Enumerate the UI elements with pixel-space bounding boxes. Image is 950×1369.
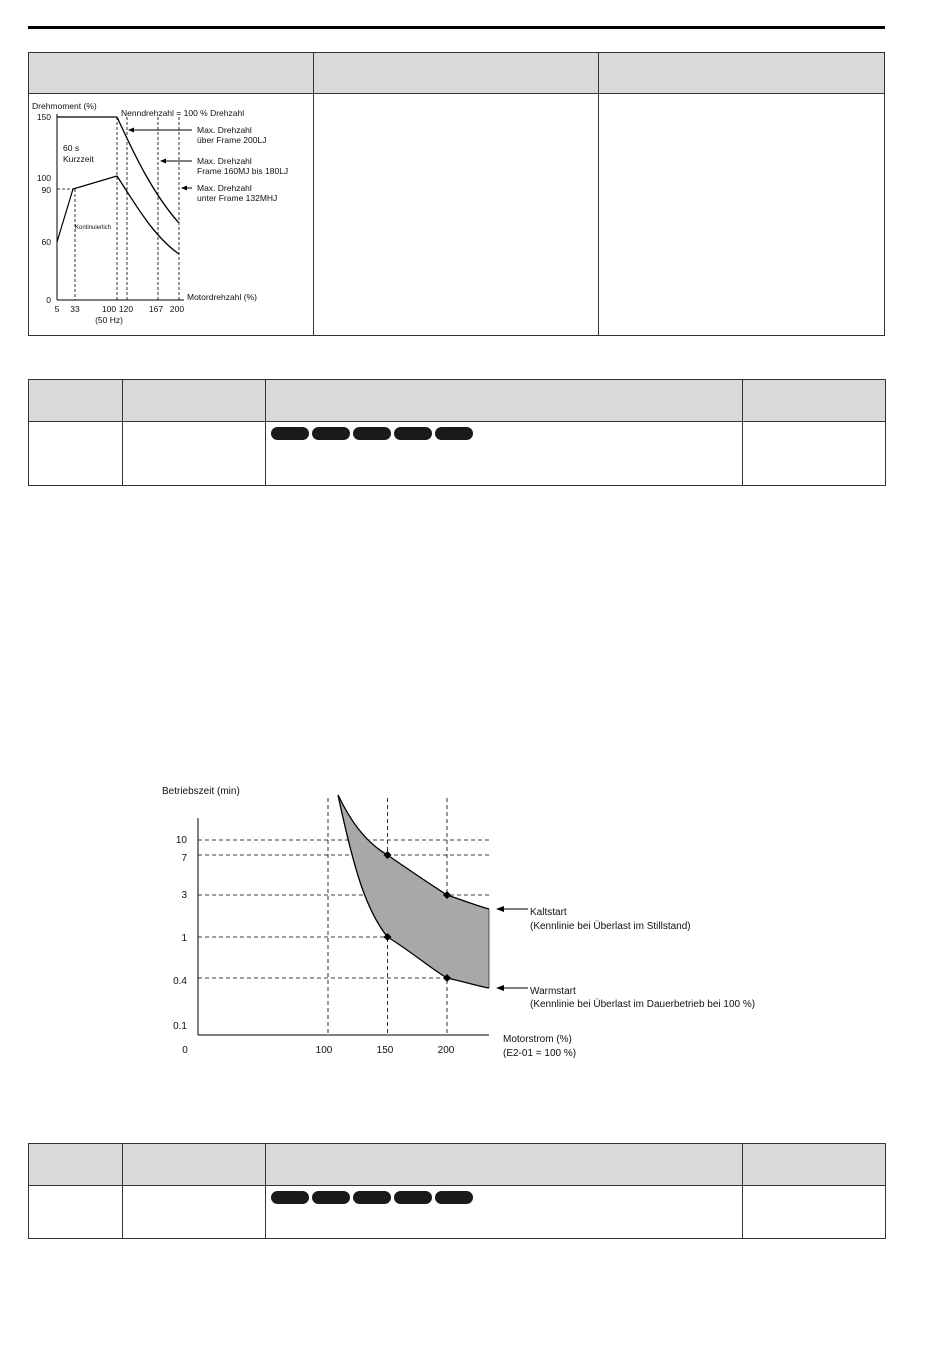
table-cell <box>29 422 123 486</box>
control-mode-badge <box>435 1191 473 1204</box>
table-cell <box>743 1186 886 1239</box>
x-tick-label: 100 <box>315 1045 333 1056</box>
y-tick-label: 10 <box>175 835 187 846</box>
x-tick-label: 200 <box>437 1045 455 1056</box>
table-cell <box>29 1186 123 1239</box>
continuous-curve-linear <box>57 176 117 242</box>
header-cell <box>29 1144 123 1186</box>
header-cell <box>123 380 266 422</box>
header-cell <box>123 1144 266 1186</box>
chart-x-axis-label: Motorstrom (%) <box>503 1034 572 1045</box>
control-mode-badge <box>353 1191 391 1204</box>
max-speed-label: Frame 160MJ bis 180LJ <box>197 166 289 176</box>
y-tick-label: 100 <box>36 173 51 183</box>
x-tick-label: 5 <box>54 304 60 314</box>
x-axis-label: Motordrehzahl (%) <box>187 292 257 302</box>
y-tick-label: 1 <box>181 933 187 944</box>
overload-shaded-region <box>338 795 489 988</box>
arrowhead-1 <box>128 128 134 133</box>
torque-speed-figure <box>29 94 313 330</box>
header-cell <box>266 380 743 422</box>
table-1-header-cell <box>599 53 885 94</box>
parameter-table-2-row <box>29 1186 886 1239</box>
control-mode-badge <box>394 427 432 440</box>
kaltstart-label: Kaltstart <box>530 907 567 918</box>
x-tick-label: 120 <box>118 304 134 314</box>
max-speed-label: unter Frame 132MHJ <box>197 193 278 203</box>
y-tick-label: 3 <box>181 890 187 901</box>
control-mode-badge <box>312 1191 350 1204</box>
x-tick-label: 33 <box>70 304 80 314</box>
header-cell <box>29 380 123 422</box>
control-mode-badges <box>271 427 742 440</box>
header-rule <box>28 26 885 29</box>
max-speed-label: Max. Drehzahl <box>197 183 252 193</box>
warmstart-description: (Kennlinie bei Überlast im Dauerbetrieb bei 100 %) <box>530 999 756 1010</box>
short-time-label: 60 s <box>63 143 80 153</box>
table-cell <box>123 1186 266 1239</box>
x-tick-label: 0 <box>182 1045 188 1056</box>
y-tick-label: 0.4 <box>173 976 187 987</box>
torque-figure-cell <box>29 94 314 336</box>
x-sub-label: (50 Hz) <box>95 315 123 325</box>
control-mode-badge <box>394 1191 432 1204</box>
x-tick-label: 200 <box>169 304 185 314</box>
short-time-label: Kurzzeit <box>63 154 94 164</box>
y-tick-label: 0 <box>46 295 51 305</box>
parameter-table-2-header-row <box>29 1144 886 1186</box>
arrowhead-3 <box>181 186 187 191</box>
y-tick-label: 60 <box>41 237 51 247</box>
kaltstart-description: (Kennlinie bei Überlast im Stillstand) <box>530 921 691 932</box>
max-speed-label: Max. Drehzahl <box>197 156 252 166</box>
parameter-table-1-row <box>29 422 886 486</box>
control-mode-badges <box>271 1191 742 1204</box>
y-tick-label: 90 <box>41 185 51 195</box>
table-cell <box>266 422 743 486</box>
overload-time-chart <box>150 780 870 1070</box>
parameter-table-1 <box>28 379 886 486</box>
warmstart-arrowhead <box>496 985 504 991</box>
header-cell <box>743 380 886 422</box>
y-tick-label: 7 <box>181 853 187 864</box>
table-cell <box>743 422 886 486</box>
continuous-curve-falloff <box>117 176 179 254</box>
control-mode-badge <box>271 427 309 440</box>
parameter-table-1-header-row <box>29 380 886 422</box>
short-time-curve-falloff <box>117 117 179 223</box>
control-mode-badge <box>435 427 473 440</box>
x-tick-label: 150 <box>376 1045 394 1056</box>
warmstart-label: Warmstart <box>530 986 576 997</box>
table-1-cell <box>314 94 599 336</box>
table-1-header-cell <box>29 53 314 94</box>
x-tick-label: 167 <box>148 304 164 314</box>
table-1 <box>28 52 885 336</box>
kaltstart-arrowhead <box>496 906 504 912</box>
table-cell <box>266 1186 743 1239</box>
chart-y-axis-label: Betriebszeit (min) <box>162 786 240 797</box>
control-mode-badge <box>271 1191 309 1204</box>
max-speed-label: Max. Drehzahl <box>197 125 252 135</box>
max-speed-label: über Frame 200LJ <box>197 135 267 145</box>
table-1-row <box>29 94 885 336</box>
y-tick-label: 150 <box>36 112 51 122</box>
parameter-table-2 <box>28 1143 886 1239</box>
control-mode-badge <box>353 427 391 440</box>
continuous-label: Kontinuierlich <box>75 225 112 231</box>
y-tick-label: 0.1 <box>173 1021 187 1032</box>
y-axis-label: Drehmoment (%) <box>32 101 97 111</box>
table-cell <box>123 422 266 486</box>
rated-speed-note: Nenndrehzahl = 100 % Drehzahl <box>121 108 245 118</box>
table-1-cell <box>599 94 885 336</box>
table-1-header-row <box>29 53 885 94</box>
header-cell <box>266 1144 743 1186</box>
x-tick-label: 100 <box>101 304 117 314</box>
chart-x-axis-sublabel: (E2-01 = 100 %) <box>503 1048 577 1059</box>
table-1-header-cell <box>314 53 599 94</box>
control-mode-badge <box>312 427 350 440</box>
header-cell <box>743 1144 886 1186</box>
arrowhead-2 <box>160 159 166 164</box>
